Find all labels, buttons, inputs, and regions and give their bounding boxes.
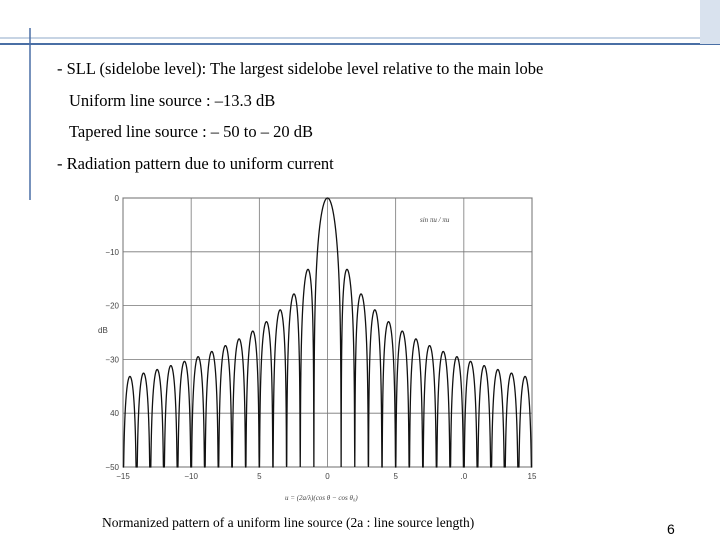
x-tick-label: .0 — [460, 472, 468, 481]
x-tick-label: 0 — [325, 472, 330, 481]
bullet-radiation: - Radiation pattern due to uniform current — [57, 154, 334, 173]
x-ticks — [116, 472, 537, 481]
y-tick-label: −20 — [105, 301, 119, 311]
chart-grid — [123, 198, 532, 467]
x-axis-label: u = (2a/λ)(cos θ − cos θ₀) — [285, 494, 358, 502]
radiation-pattern-chart — [80, 190, 540, 515]
page-number: 6 — [667, 521, 675, 537]
y-tick-label: −50 — [105, 463, 119, 472]
y-axis-label: dB — [98, 326, 108, 335]
x-tick-label: 15 — [527, 472, 537, 481]
corner-block — [700, 0, 720, 44]
bullet-tapered: Tapered line source : – 50 to – 20 dB — [69, 122, 313, 141]
x-tick-label: 5 — [393, 472, 398, 481]
x-tick-label: −15 — [116, 472, 130, 481]
bullet-uniform: Uniform line source : –13.3 dB — [69, 91, 276, 110]
figure-caption: Normanized pattern of a uniform line source (2a : line source length) — [102, 515, 475, 530]
y-tick-label: −30 — [105, 355, 119, 365]
function-annotation: sin πu / πu — [420, 216, 450, 224]
bullet-sll: - SLL (sidelobe level): The largest sidelobe level relative to the main lobe — [57, 59, 544, 78]
x-tick-label: −10 — [184, 472, 198, 481]
x-tick-label: 5 — [257, 472, 262, 481]
y-tick-label: 0 — [114, 194, 119, 203]
y-tick-label: −10 — [105, 247, 119, 257]
y-tick-label: 40 — [110, 409, 119, 419]
